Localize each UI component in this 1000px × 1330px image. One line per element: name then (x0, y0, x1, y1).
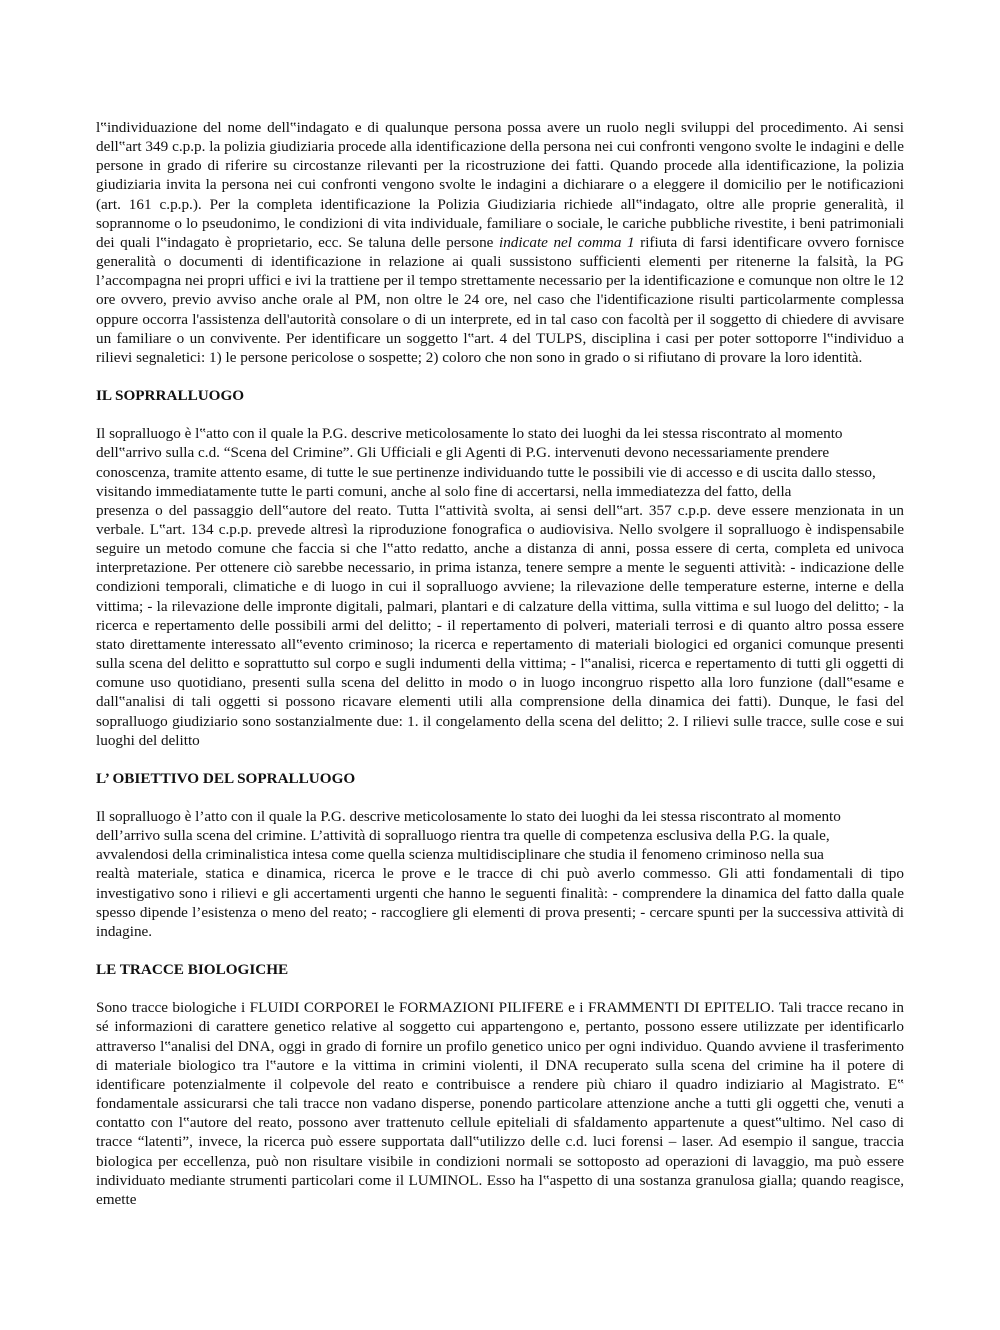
tracce-biologiche-paragraph: Sono tracce biologiche i FLUIDI CORPOREI le FORMAZIONI PILIFERE e i FRAMMENTI DI EPITELIO. Tali tracce recano in sé informazioni di carattere genetico relative al soggetto cui appartengono e, pertanto, possono essere utilizzate per identificarlo attraverso l‟analisi del DNA, oggi in grado di fornire un profilo genetico unico per ogni individuo. Quando avviene il trasferimento di materiale biologico tra l‟autore e la vittima in crimini violenti, il DNA recuperato sulla scena del crimine ha il potere di identificare potenzialmente il colpevole del reato e contribuisce a rendere più chiaro il quadro indiziario al Magistrato. E‟ fondamentale assicurarsi che tali tracce non vadano disperse, ponendo particolare attenzione anche a tutti gli oggetti che, venuti a contatto con l‟autore del reato, possono aver trattenuto cellule epiteliali di sfaldamento appartenute a quest‟ultimo. Nel caso di tracce “latenti”, invece, la ricerca può essere supportata dall‟utilizzo delle c.d. luci forensi – laser. Ad esempio il sangue, traccia biologica per eccellenza, può non risultare visibile in condizioni normali se sottoposto ad operazioni di lavaggio, ma può essere individuato mediante strumenti particolari come il LUMINOL. Esso ha l‟aspetto di una sostanza granulosa gialla; quando reagisce, emette (96, 999, 904, 1208)
obiettivo-paragraph-2: realtà materiale, statica e dinamica, ricerca le prove e le tracce di chi può averlo commesso. Gli atti fondamentali di tipo investigativo sono i rilievi e gli accertamenti urgenti che hanno le seguenti finalità: - comprendere la dinamica del fatto dalla quale spesso dipende l’esistenza o meno del reato; - raccogliere gli elementi di prova presenti; - cercare spunti per la successiva attività di indagine. (96, 865, 904, 940)
intro-paragraph (96, 118, 904, 367)
intro-text-part2: rifiuta di farsi identificare ovvero fornisce generalità o documenti di identificazione in relazione ai quali sussistono sufficienti elementi per ritenerne la falsità, la PG l’accompagna nei propri uffici e ivi la trattiene per il tempo strettamente necessario per la identificazione e comunque non oltre le 12 ore ovvero, previo avviso anche orale al PM, non oltre le 24 ore, nel caso che l'identificazione risulti particolarmente complessa oppure occorra l'assistenza dell'autorità consolare o di un interprete, ed in tal caso con facoltà per il soggetto di chiedere di avvisare un familiare o un convivente. Per identificare un soggetto l‟art. 4 del TULPS, disciplina i casi per poter sottoporre l‟individuo a rilievi segnaletici: 1) le persone pericolose o sospette; 2) coloro che non sono in grado o si rifiutano di provare la loro identità. (96, 233, 905, 366)
section-heading-obiettivo: L’ OBIETTIVO DEL SOPRALLUOGO (96, 769, 356, 787)
section-heading-sopralluogo: IL SOPRRALLUOGO (96, 387, 245, 405)
intro-text-part1: l‟individuazione del nome dell‟indagato e di qualunque persona possa avere un ruolo negli sviluppi del procedimento. Ai sensi dell‟art 349 c.p.p. la polizia giudiziaria procede alla identificazione della persona nei cui confronti vengono svolte le indagini e delle persone in grado di riferire su circostanze rilevanti per la ricostruzione dei fatti. Quando procede alla identificazione, la polizia giudiziaria invita la persona nei cui confronti vengono svolte le indagini a dichiarare o a eleggere il domicilio per le notificazioni (art. 161 c.p.p.). Per la completa identificazione la Polizia Giudiziaria richiede all‟indagato, oltre alle proprie generalità, il soprannome o lo pseudonimo, le condizioni di vita individuale, familiare o sociale, le cariche pubbliche rivestite, i beni patrimoniali dei quali l‟indagato è proprietario, ecc. Se taluna delle persone (96, 119, 904, 251)
sopralluogo-paragraph-1: Il sopralluogo è l‟atto con il quale la P.G. descrive meticolosamente lo stato dei luoghi da lei stessa riscontrato al momento dell‟arrivo sulla c.d. “Scena del Crimine”. Gli Ufficiali e gli Agenti di P.G. intervenuti devono necessariamente prendere conoscenza, tramite attento esame, di tutte le sue pertinenze individuando tutte le possibili vie di accesso e di uscita dallo stesso, visitando immediatamente tutte le parti comuni, anche al solo fine di accertarsi, nella immediatezza del fatto, della (96, 425, 876, 500)
sopralluogo-paragraph-2: presenza o del passaggio dell‟autore del reato. Tutta l‟attività svolta, ai sensi dell‟art. 357 c.p.p. deve essere menzionata in un verbale. L‟art. 134 c.p.p. prevede altresì la riproduzione fonografica o audiovisiva. Nello svolgere il sopralluogo è indispensabile seguire un metodo comune che faccia si che l‟atto redatto, anche a distanza di anni, possa essere di certa, completa ed univoca interpretazione. Per ottenere ciò sarebbe necessario, in prima istanza, tenere sempre a mente le seguenti attività: - indicazione delle condizioni temporali, climatiche e di luogo in cui il sopralluogo avviene; la rilevazione delle temperature esterne, interne e della vittima; - la rilevazione delle impronte digitali, palmari, plantari e di calzature della vittima, sulla vittima e sul luogo del delitto; - la ricerca e repertamento delle possibili armi del delitto; - il repertamento di polveri, materiali terrosi e di quanto altro possa essere stato direttamente interessato all‟evento criminoso; la ricerca e repertamento di materiali biologici ed organici comunque presenti sulla scena del delitto e soprattutto sul corpo e sugli indumenti della vittima; - l‟analisi, ricerca e repertamento di tutti gli oggetti di comune uso quotidiano, presenti sulla scena del delitto in modo o in luogo incongruo rispetto alla loro funzione (dall‟esame e dall‟analisi di tali oggetti si possono ricavare elementi utili alla comprensione della dinamica dei fatti). Dunque, le fasi del sopralluogo giudiziario sono sostanzialmente due: 1. il congelamento della scena del delitto; 2. I rilievi sulle tracce, sulle cose e sui luoghi del delitto (96, 501, 904, 749)
document-page (96, 118, 904, 1209)
section-heading-tracce-biologiche: LE TRACCE BIOLOGICHE (96, 961, 289, 979)
obiettivo-paragraph-1: Il sopralluogo è l’atto con il quale la P.G. descrive meticolosamente lo stato dei luoghi da lei stessa riscontrato al momento dell’arrivo sulla scena del crimine. L’attività di sopralluogo rientra tra quelle di competenza esclusiva della P.G. la quale, avvalendosi della criminalistica intesa come quella scienza multidisciplinare che studia il fenomeno criminoso nella sua (96, 808, 841, 864)
intro-italic-phrase: indicate nel comma 1 (498, 233, 635, 251)
